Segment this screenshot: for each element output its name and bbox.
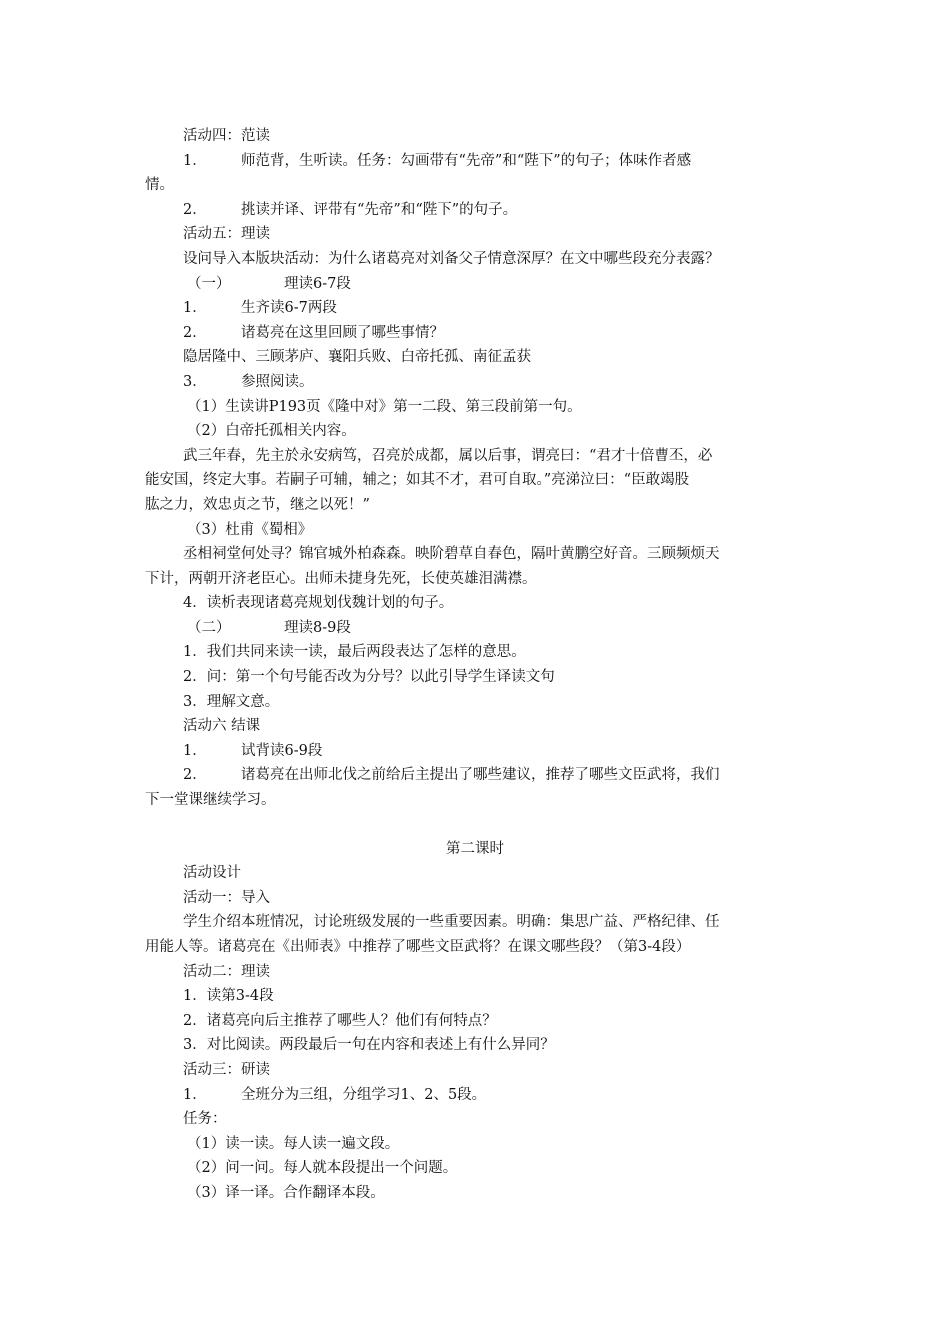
line-text: 参照阅读。: [241, 373, 314, 390]
line-text: 3．对比阅读。两段最后一句在内容和表述上有什么异同？: [183, 1037, 555, 1054]
line-text: 肱之力，效忠贞之节，继之以死！”: [145, 496, 370, 513]
line-text: （3）译一译。合作翻译本段。: [187, 1184, 385, 1201]
blank-line: [145, 813, 805, 837]
line-text: 活动一：导入: [183, 889, 270, 906]
line-text: 丞相祠堂何处寻？锦官城外柏森森。映阶碧草自春色，隔叶黄鹏空好音。三顾频烦天: [183, 546, 720, 563]
text-line: [145, 272, 805, 297]
text-line: [145, 984, 805, 1009]
list-number: 2．: [183, 324, 207, 341]
text-line: [145, 124, 805, 149]
text-line: [145, 910, 805, 935]
line-text: 下计，两朝开济老臣心。出师未捷身先死，长使英雄泪满襟。: [145, 570, 537, 587]
text-line: [145, 198, 805, 223]
text-line: [145, 149, 805, 174]
line-text: 活动设计: [183, 865, 241, 882]
line-text: 理读8-9段: [284, 619, 351, 636]
text-line: [145, 1156, 805, 1181]
list-number: 2．: [183, 767, 207, 784]
text-line: [145, 395, 805, 420]
text-line: [145, 345, 805, 370]
text-line: [145, 616, 805, 641]
text-line: [145, 542, 805, 567]
line-text: 理读6-7段: [284, 275, 351, 292]
line-text: 师范背，生听读。任务：勾画带有“先帝”和“陛下”的句子；体味作者感: [241, 152, 692, 169]
line-text: 活动六 结课: [183, 718, 261, 735]
text-line: [145, 1083, 805, 1108]
text-line: [145, 468, 805, 493]
line-text: （2）问一问。每人就本段提出一个问题。: [187, 1160, 458, 1177]
line-text: （1）读一读。每人读一遍文段。: [187, 1135, 400, 1152]
list-number: 1．: [183, 742, 207, 759]
list-number: 1．: [183, 300, 207, 317]
list-number: 2．: [183, 201, 207, 218]
list-number: 1．: [183, 152, 207, 169]
line-text: （1）生读讲P193页《隆中对》第一二段、第三段前第一句。: [187, 398, 582, 415]
line-text: 活动五：理读: [183, 226, 270, 243]
text-line: [145, 247, 805, 272]
line-text: 诸葛亮在这里回顾了哪些事情？: [241, 324, 444, 341]
lesson-plan-text: [145, 124, 805, 1206]
list-number: 1．: [183, 1086, 207, 1103]
text-line: [145, 763, 805, 788]
text-line: [145, 788, 805, 813]
text-line: [145, 222, 805, 247]
line-text: 用能人等。诸葛亮在《出师表》中推荐了哪些文臣武将？在课文哪些段？（第3-4段）: [145, 939, 691, 955]
line-text: 活动四：范读: [183, 128, 270, 144]
line-text: 学生介绍本班情况，讨论班级发展的一些重要因素。明确：集思广益、严格纪律、任: [183, 914, 720, 931]
text-line: [145, 296, 805, 321]
line-text: 情。: [145, 177, 174, 194]
line-text: 能安国，终定大事。若嗣子可辅，辅之；如其不才，君可自取。”亮涕泣曰：“臣敢竭股: [145, 472, 690, 489]
text-line: [145, 321, 805, 346]
line-text: 第二课时: [446, 840, 504, 857]
text-line: [145, 493, 805, 518]
text-line: [145, 714, 805, 739]
text-line: [145, 1181, 805, 1206]
line-text: （3）杜甫《蜀相》: [187, 521, 313, 538]
text-line: [145, 370, 805, 395]
text-line: [145, 1058, 805, 1083]
section-number: （二）: [187, 619, 231, 636]
line-text: 隐居隆中、三顾茅庐、襄阳兵败、白帝托孤、南征孟获: [183, 349, 531, 366]
text-line: [145, 861, 805, 886]
text-line: [145, 690, 805, 715]
line-text: 活动三：研读: [183, 1061, 270, 1078]
line-text: 武三年春，先主於永安病笃，召亮於成都，属以后事，谓亮曰：“君才十倍曹丕，必: [183, 447, 713, 464]
line-text: 挑读并译、评带有“先帝”和“陛下”的句子。: [241, 201, 518, 218]
line-text: 生齐读6-7两段: [241, 300, 337, 317]
section-heading: [145, 837, 805, 862]
text-line: [145, 1132, 805, 1157]
line-text: 下一堂课继续学习。: [145, 792, 276, 809]
text-line: [145, 444, 805, 469]
line-text: 1．读第3-4段: [183, 988, 274, 1005]
line-text: 诸葛亮在出师北伐之前给后主提出了哪些建议，推荐了哪些文臣武将，我们: [241, 767, 720, 784]
text-line: [145, 665, 805, 690]
text-line: [145, 567, 805, 592]
text-line: [145, 935, 805, 960]
text-line: [145, 518, 805, 543]
line-text: 2．诸葛亮向后主推荐了哪些人？他们有何特点？: [183, 1012, 497, 1029]
line-text: 2．问：第一个句号能否改为分号？以此引导学生译读文句: [183, 669, 555, 686]
text-line: [145, 1033, 805, 1058]
text-line: [145, 640, 805, 665]
text-line: [145, 886, 805, 911]
list-number: 3．: [183, 373, 207, 390]
line-text: 任务：: [183, 1111, 227, 1128]
line-text: 设问导入本版块活动：为什么诸葛亮对刘备父子情意深厚？在文中哪些段充分表露？: [183, 250, 720, 267]
text-line: [145, 1107, 805, 1132]
text-line: [145, 419, 805, 444]
line-text: 试背读6-9段: [241, 742, 323, 759]
line-text: （2）白帝托孤相关内容。: [187, 423, 356, 440]
text-line: [145, 591, 805, 616]
line-text: 1．我们共同来读一读，最后两段表达了怎样的意思。: [183, 644, 526, 661]
line-text: 4．读析表现诸葛亮规划伐魏计划的句子。: [183, 595, 454, 612]
text-line: [145, 1009, 805, 1034]
text-line: [145, 960, 805, 985]
line-text: 3．理解文意。: [183, 693, 280, 710]
text-line: [145, 173, 805, 198]
line-text: 活动二：理读: [183, 963, 270, 980]
text-line: [145, 739, 805, 764]
line-text: 全班分为三组，分组学习1、2、5段。: [241, 1086, 487, 1103]
section-number: （一）: [187, 275, 231, 292]
